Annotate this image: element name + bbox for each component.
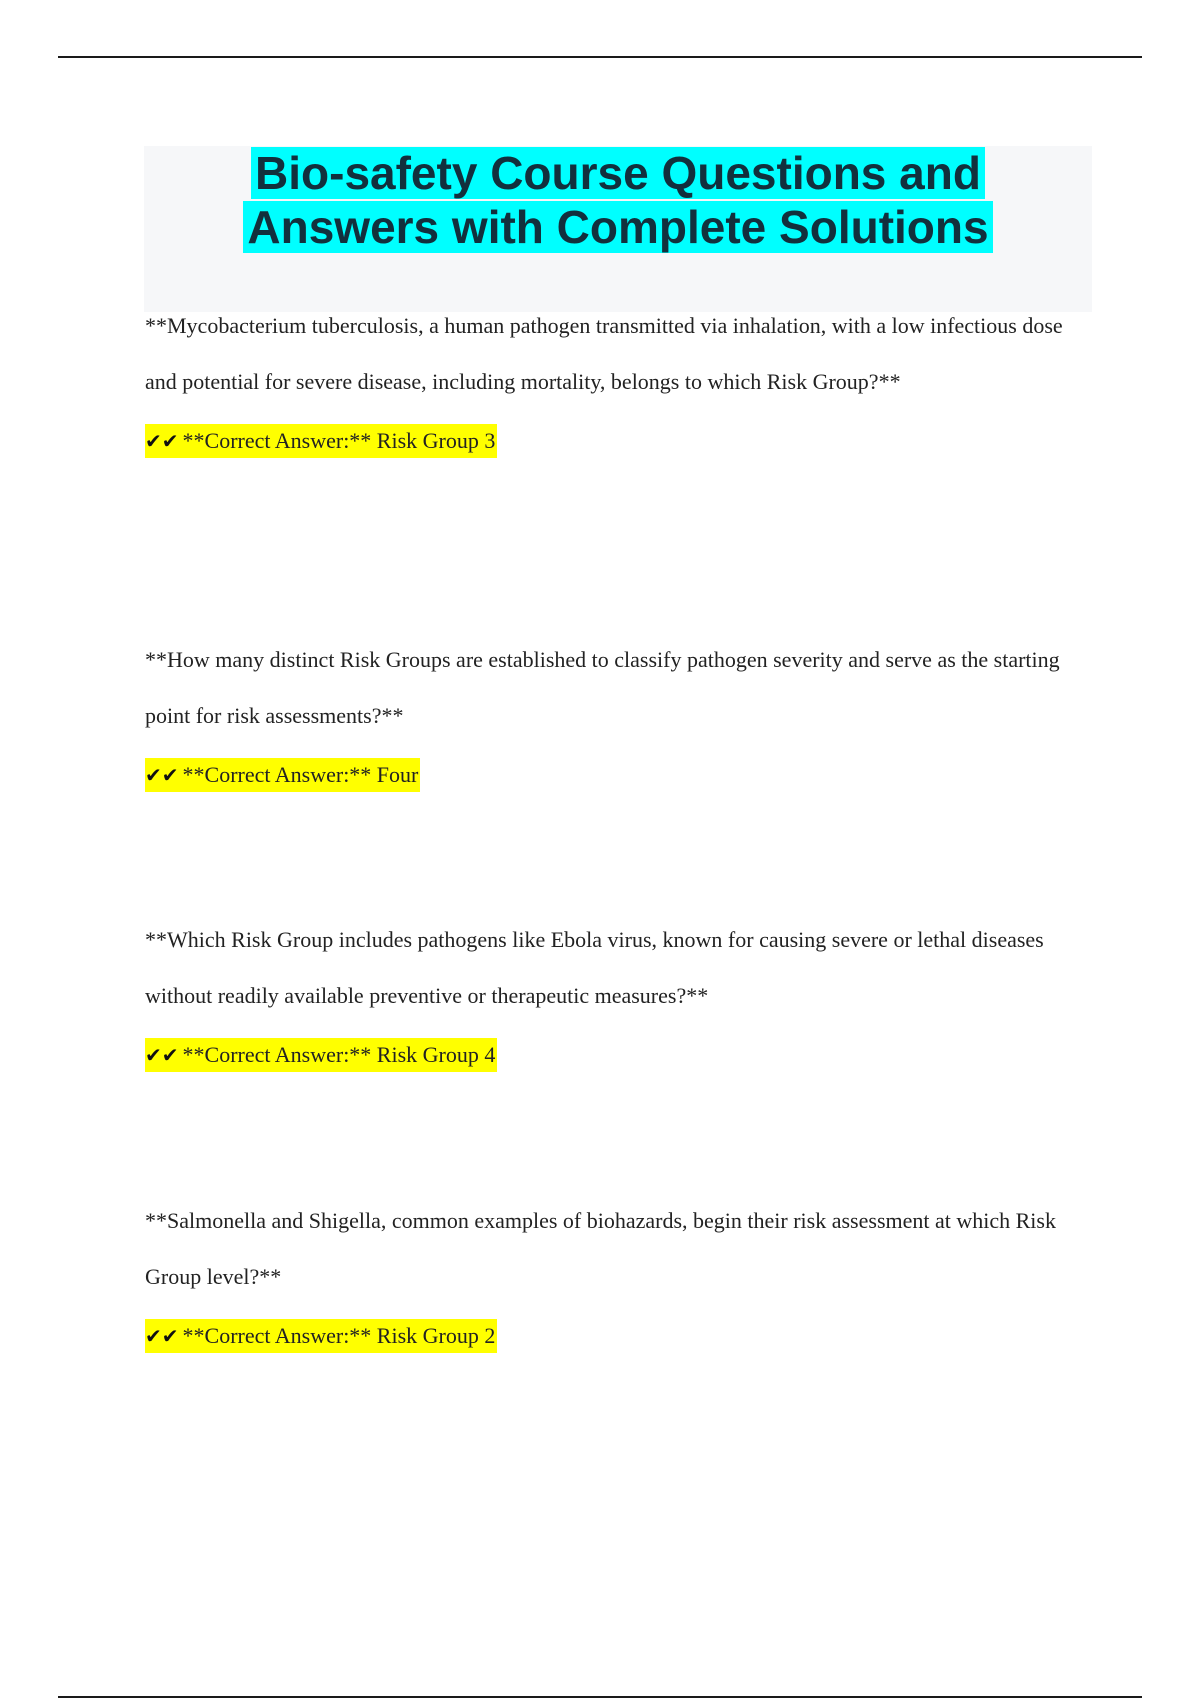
answer-text: **Correct Answer:** Risk Group 2 bbox=[182, 1323, 496, 1348]
double-check-icon: ✔✔ bbox=[145, 429, 179, 453]
answer-text: **Correct Answer:** Risk Group 3 bbox=[182, 428, 496, 453]
title-box bbox=[144, 146, 1092, 312]
bottom-rule bbox=[58, 1696, 1142, 1698]
answer-highlight bbox=[145, 758, 420, 792]
page-title: Bio-safety Course Questions and Answers with Complete Solutions bbox=[243, 147, 992, 253]
question-text: **Mycobacterium tuberculosis, a human pathogen transmitted via inhalation, with a low infectious dose and potential for severe disease, including mortality, belongs to which Risk Group?** bbox=[145, 313, 1063, 394]
question-text: **How many distinct Risk Groups are established to classify pathogen severity and serve as the starting point for risk assessments?** bbox=[145, 647, 1060, 728]
qa-item bbox=[145, 632, 1085, 792]
answer-text: **Correct Answer:** Risk Group 4 bbox=[182, 1042, 496, 1067]
answer-text: **Correct Answer:** Four bbox=[182, 762, 419, 787]
top-rule bbox=[58, 56, 1142, 58]
qa-item bbox=[145, 1193, 1085, 1353]
question-text: **Which Risk Group includes pathogens like Ebola virus, known for causing severe or lethal diseases without readily available preventive or therapeutic measures?** bbox=[145, 927, 1044, 1008]
question-text: **Salmonella and Shigella, common examples of biohazards, begin their risk assessment at which Risk Group level?** bbox=[145, 1208, 1056, 1289]
double-check-icon: ✔✔ bbox=[145, 763, 179, 787]
answer-highlight bbox=[145, 1319, 497, 1353]
answer-highlight bbox=[145, 424, 497, 458]
double-check-icon: ✔✔ bbox=[145, 1043, 179, 1067]
qa-item bbox=[145, 298, 1085, 458]
qa-item bbox=[145, 912, 1085, 1072]
answer-highlight bbox=[145, 1038, 497, 1072]
double-check-icon: ✔✔ bbox=[145, 1324, 179, 1348]
